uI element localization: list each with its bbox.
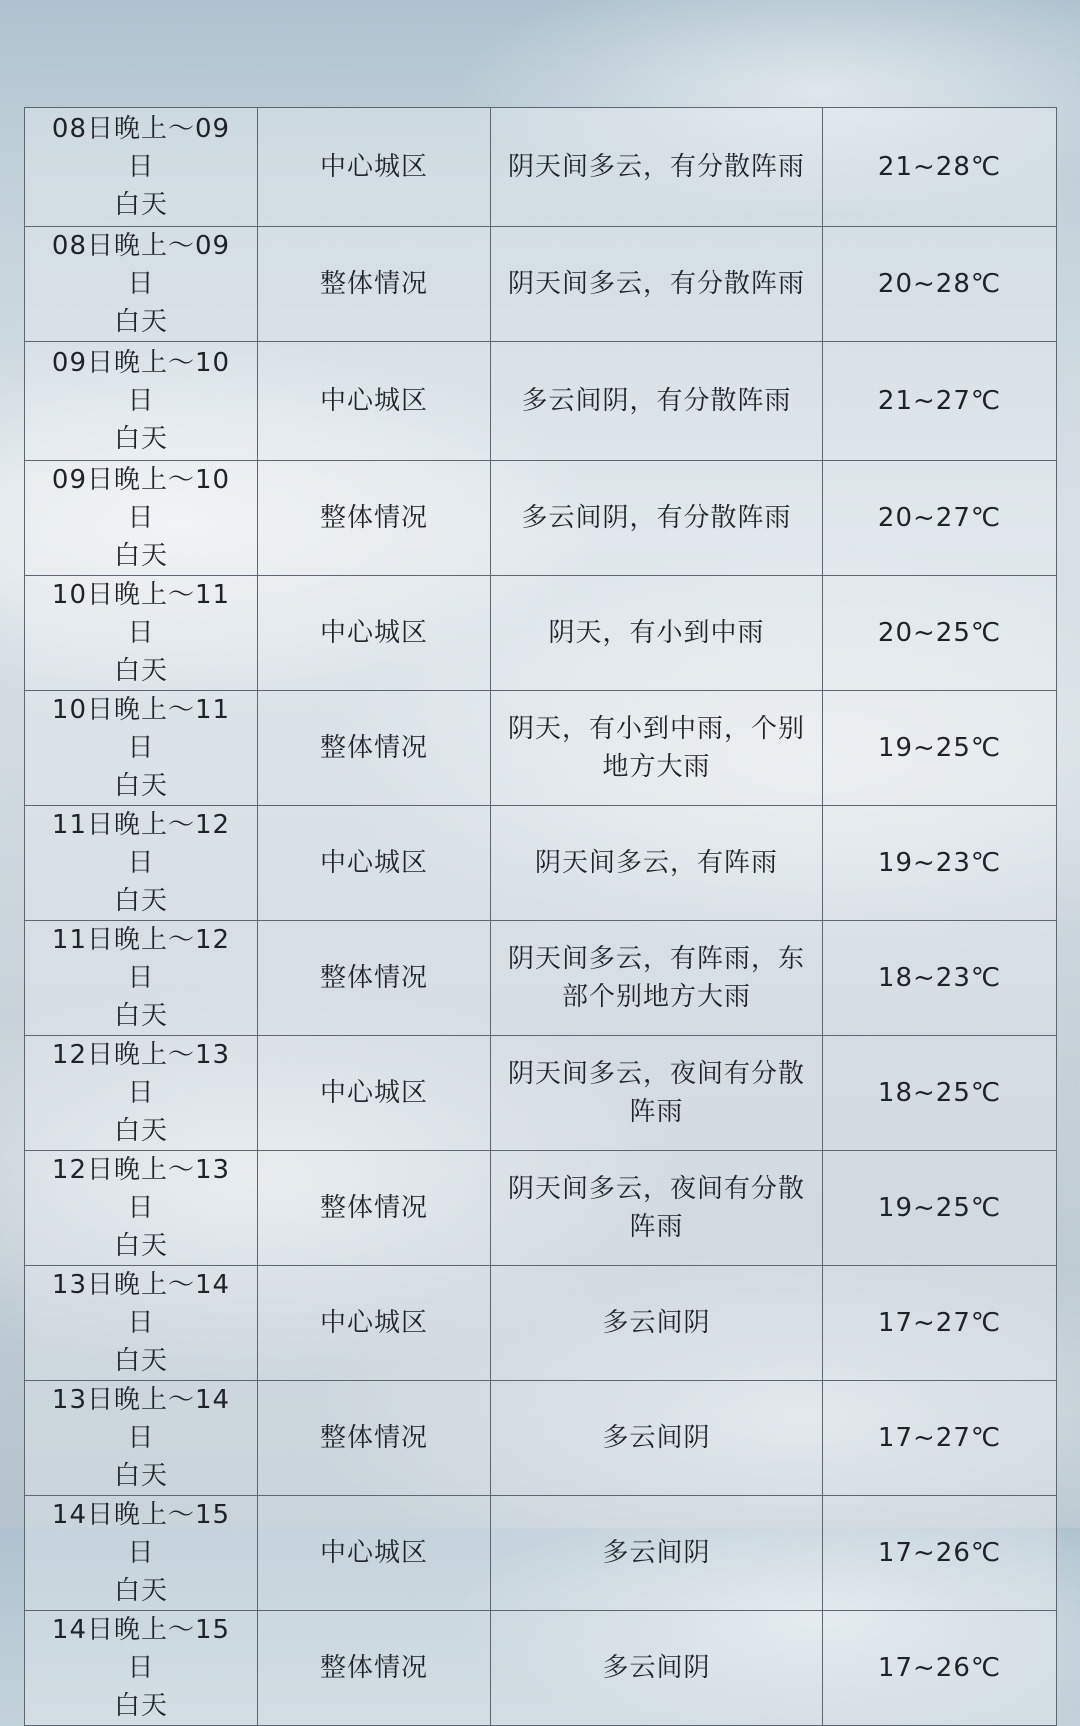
- temperature-cell: 19~23℃: [823, 806, 1057, 921]
- temperature-cell: 17~27℃: [823, 1266, 1057, 1381]
- area-cell: 中心城区: [258, 1496, 491, 1611]
- area-cell: 中心城区: [258, 342, 491, 461]
- weather-cell: 多云间阴: [491, 1496, 823, 1611]
- weather-cell: 阴天间多云，夜间有分散阵雨: [491, 1151, 823, 1266]
- forecast-table: [24, 107, 1057, 1726]
- period-cell: 14日晚上～15日 白天: [25, 1496, 258, 1611]
- table-row: [25, 921, 1057, 1036]
- period-cell: 11日晚上～12日 白天: [25, 921, 258, 1036]
- weather-cell: 阴天，有小到中雨，个别地方大雨: [491, 691, 823, 806]
- table-row: [25, 576, 1057, 691]
- area-cell: 整体情况: [258, 1611, 491, 1726]
- period-cell: 11日晚上～12日 白天: [25, 806, 258, 921]
- period-cell: 09日晚上～10日 白天: [25, 342, 258, 461]
- temperature-cell: 18~23℃: [823, 921, 1057, 1036]
- table-row: [25, 1036, 1057, 1151]
- period-cell: 10日晚上～11日 白天: [25, 576, 258, 691]
- area-cell: 整体情况: [258, 461, 491, 576]
- temperature-cell: 19~25℃: [823, 1151, 1057, 1266]
- table-row: [25, 461, 1057, 576]
- area-cell: 整体情况: [258, 227, 491, 342]
- weather-cell: 阴天间多云，有阵雨: [491, 806, 823, 921]
- temperature-cell: 20~25℃: [823, 576, 1057, 691]
- temperature-cell: 21~27℃: [823, 342, 1057, 461]
- forecast-table-container: [24, 107, 1056, 1726]
- area-cell: 中心城区: [258, 108, 491, 227]
- weather-cell: 阴天，有小到中雨: [491, 576, 823, 691]
- weather-cell: 阴天间多云，有分散阵雨: [491, 227, 823, 342]
- area-cell: 中心城区: [258, 1266, 491, 1381]
- table-row: [25, 1266, 1057, 1381]
- temperature-cell: 20~27℃: [823, 461, 1057, 576]
- table-row: [25, 1496, 1057, 1611]
- weather-cell: 多云间阴，有分散阵雨: [491, 342, 823, 461]
- weather-cell: 多云间阴: [491, 1266, 823, 1381]
- table-row: [25, 342, 1057, 461]
- period-cell: 08日晚上～09日 白天: [25, 108, 258, 227]
- temperature-cell: 17~27℃: [823, 1381, 1057, 1496]
- area-cell: 整体情况: [258, 1381, 491, 1496]
- table-row: [25, 1611, 1057, 1726]
- period-cell: 10日晚上～11日 白天: [25, 691, 258, 806]
- table-row: [25, 227, 1057, 342]
- weather-cell: 阴天间多云，有阵雨，东部个别地方大雨: [491, 921, 823, 1036]
- area-cell: 中心城区: [258, 1036, 491, 1151]
- table-row: [25, 806, 1057, 921]
- area-cell: 中心城区: [258, 576, 491, 691]
- temperature-cell: 20~28℃: [823, 227, 1057, 342]
- temperature-cell: 19~25℃: [823, 691, 1057, 806]
- temperature-cell: 17~26℃: [823, 1496, 1057, 1611]
- area-cell: 整体情况: [258, 1151, 491, 1266]
- period-cell: 12日晚上～13日 白天: [25, 1151, 258, 1266]
- weather-cell: 阴天间多云，夜间有分散阵雨: [491, 1036, 823, 1151]
- period-cell: 12日晚上～13日 白天: [25, 1036, 258, 1151]
- area-cell: 整体情况: [258, 691, 491, 806]
- period-cell: 13日晚上～14日 白天: [25, 1381, 258, 1496]
- temperature-cell: 17~26℃: [823, 1611, 1057, 1726]
- temperature-cell: 18~25℃: [823, 1036, 1057, 1151]
- table-row: [25, 1381, 1057, 1496]
- table-row: [25, 1151, 1057, 1266]
- temperature-cell: 21~28℃: [823, 108, 1057, 227]
- weather-cell: 阴天间多云，有分散阵雨: [491, 108, 823, 227]
- period-cell: 09日晚上～10日 白天: [25, 461, 258, 576]
- period-cell: 08日晚上～09日 白天: [25, 227, 258, 342]
- period-cell: 14日晚上～15日 白天: [25, 1611, 258, 1726]
- table-row: [25, 691, 1057, 806]
- table-row: [25, 108, 1057, 227]
- area-cell: 整体情况: [258, 921, 491, 1036]
- weather-cell: 多云间阴，有分散阵雨: [491, 461, 823, 576]
- weather-cell: 多云间阴: [491, 1611, 823, 1726]
- period-cell: 13日晚上～14日 白天: [25, 1266, 258, 1381]
- area-cell: 中心城区: [258, 806, 491, 921]
- weather-cell: 多云间阴: [491, 1381, 823, 1496]
